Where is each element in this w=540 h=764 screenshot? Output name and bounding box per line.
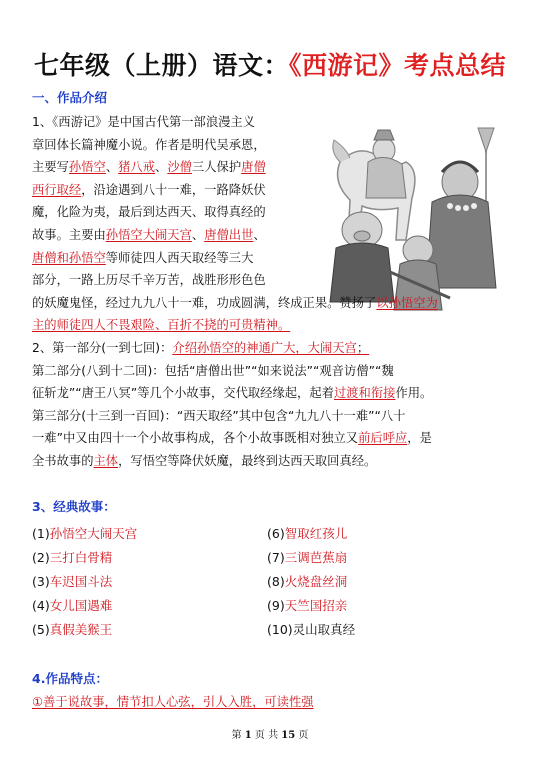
list-item-row <box>32 524 502 548</box>
list-item <box>267 524 502 548</box>
intro-line-4 <box>32 179 438 202</box>
page-number: 1 <box>244 730 252 741</box>
intro-line: 1、《西游记》是中国古代第一部浪漫主义 <box>32 115 256 129</box>
story-name: 智取红孩儿 <box>284 526 348 541</box>
story-name: 天竺国招亲 <box>284 598 348 613</box>
list-item <box>267 548 502 572</box>
page-footer <box>0 726 540 741</box>
title-grade: 七年级（上册）语文： <box>33 51 289 80</box>
text-span: 、 <box>191 227 205 242</box>
text-span: 、 <box>253 227 266 242</box>
text-span: ； <box>356 340 370 355</box>
title-book: 《西游记》考点总结 <box>289 51 507 80</box>
section-heading-features: 4.作品特点： <box>32 671 108 686</box>
intro-line-10 <box>32 314 438 337</box>
story-num: (10) <box>267 622 293 637</box>
page-total: 15 <box>281 730 296 741</box>
part-line-2b <box>32 382 438 405</box>
text-span: ，沿途遇到八十一难，一路降妖伏 <box>81 182 266 197</box>
text-span: ，写悟空等降伏妖魔，最终到达西天取回真经。 <box>118 453 377 468</box>
section-heading-stories: 3、经典故事： <box>32 499 116 514</box>
footer-text: 页 <box>298 730 309 741</box>
list-item <box>267 572 502 596</box>
story-name: 灵山取真经 <box>292 622 356 637</box>
list-item <box>267 596 502 620</box>
list-item <box>267 620 502 644</box>
text-span: 全书故事的 <box>32 453 94 468</box>
text-span: ，是 <box>407 431 432 446</box>
list-item-row <box>32 620 502 644</box>
text-span: 作用。 <box>395 386 433 401</box>
text-span: 征斩龙”“唐王八冥”等几个小故事，交代取经缘起，起着 <box>32 386 334 401</box>
story-num: (7) <box>267 550 285 565</box>
intro-line-3 <box>32 156 438 179</box>
text-span: 2、第一部分(一到七回)： <box>32 340 173 355</box>
list-item <box>32 524 267 548</box>
intro-line-6 <box>32 224 438 247</box>
list-item-row <box>32 596 502 620</box>
page-title <box>0 46 540 82</box>
intro-line-7 <box>32 247 438 270</box>
highlight-danaotiangong: 孙悟空大闹天宫 <box>105 227 192 242</box>
part-line-3: 第三部分(十三到一百回)：“西天取经”其中包含“九九八十一难”“八十 <box>32 408 406 423</box>
intro-line-9 <box>32 292 438 315</box>
part-line-3b <box>32 427 438 450</box>
highlight-spirit-cont: 主的师徒四人不畏艰险、百折不挠的可贵精神。 <box>32 318 291 333</box>
highlight-tangseng: 唐僧 <box>241 160 266 175</box>
footer-text: 第 <box>231 730 242 741</box>
text-span: 主要写 <box>32 160 69 175</box>
highlight-main-body: 主体 <box>93 453 119 468</box>
text-span: 等师徒四人西天取经等三大 <box>105 250 254 265</box>
list-item <box>32 548 267 572</box>
intro-line-8: 部分，一路上历尽千辛万苦，战胜形形色色 <box>32 273 266 288</box>
intro-line: 章回体长篇神魔小说。作者是明代吴承恩， <box>32 137 266 152</box>
list-item <box>32 572 267 596</box>
story-num: (9) <box>267 598 285 613</box>
footer-text: 页 共 <box>254 730 279 741</box>
text-span: 、 <box>155 160 168 175</box>
story-name: 女儿国遇难 <box>49 598 113 613</box>
part-line-2: 第二部分(八到十二回)：包括“唐僧出世”“如来说法”“观音访僧”“魏 <box>32 363 394 378</box>
story-name: 三调芭蕉扇 <box>284 550 348 565</box>
intro-paragraph <box>32 111 438 473</box>
highlight-shaseng: 沙僧 <box>167 160 192 175</box>
story-num: (8) <box>267 574 285 589</box>
story-name: 真假美猴王 <box>49 622 113 637</box>
feature-paragraph <box>32 692 314 712</box>
text-span: 的妖魔鬼怪，经过九九八十一难，功成圆满，终成正果。赞扬了 <box>32 295 377 310</box>
list-item-row <box>32 572 502 596</box>
story-num: (3) <box>32 574 50 589</box>
highlight-zhubajie: 猪八戒 <box>118 160 156 175</box>
story-num: (5) <box>32 622 50 637</box>
part-line-1 <box>32 337 438 360</box>
text-span: 、 <box>105 160 119 175</box>
highlight-transition: 过渡和衔接 <box>333 386 396 401</box>
story-num: (4) <box>32 598 50 613</box>
list-item <box>32 596 267 620</box>
highlight-spirit: 以孙悟空为 <box>376 295 438 310</box>
highlight-tangsengchushi: 唐僧出世 <box>204 227 254 242</box>
highlight-part1: 介绍孙悟空的神通广大，大闹天宫 <box>172 340 357 355</box>
highlight-sunwukong: 孙悟空 <box>68 160 106 175</box>
story-num: (6) <box>267 526 285 541</box>
story-num: (2) <box>32 550 50 565</box>
section-heading-intro: 一、作品介绍 <box>32 90 108 105</box>
list-item <box>32 620 267 644</box>
highlight-echo: 前后呼应 <box>358 431 408 446</box>
list-item-row <box>32 548 502 572</box>
highlight-xixing: 西行取经 <box>32 182 82 197</box>
text-span: 故事。主要由 <box>32 227 106 242</box>
story-name: 车迟国斗法 <box>49 574 113 589</box>
text-span: 三人保护 <box>191 160 242 175</box>
feature-item-1: ①善于说故事，情节扣人心弦，引人入胜，可读性强 <box>32 695 314 709</box>
text-span: 一难”中又由四十一个小故事构成，各个小故事既相对独立又 <box>32 431 359 446</box>
story-num: (1) <box>32 526 50 541</box>
classic-stories-list <box>32 524 502 644</box>
story-name: 孙悟空大闹天宫 <box>49 526 138 541</box>
story-name: 火烧盘丝洞 <box>284 574 348 589</box>
intro-line-5: 魔，化险为夷，最后到达西天、取得真经的 <box>32 205 266 220</box>
part-line-3c <box>32 450 438 473</box>
story-name: 三打白骨精 <box>49 550 113 565</box>
highlight-tangseng-sunwukong: 唐僧和孙悟空 <box>32 250 106 265</box>
